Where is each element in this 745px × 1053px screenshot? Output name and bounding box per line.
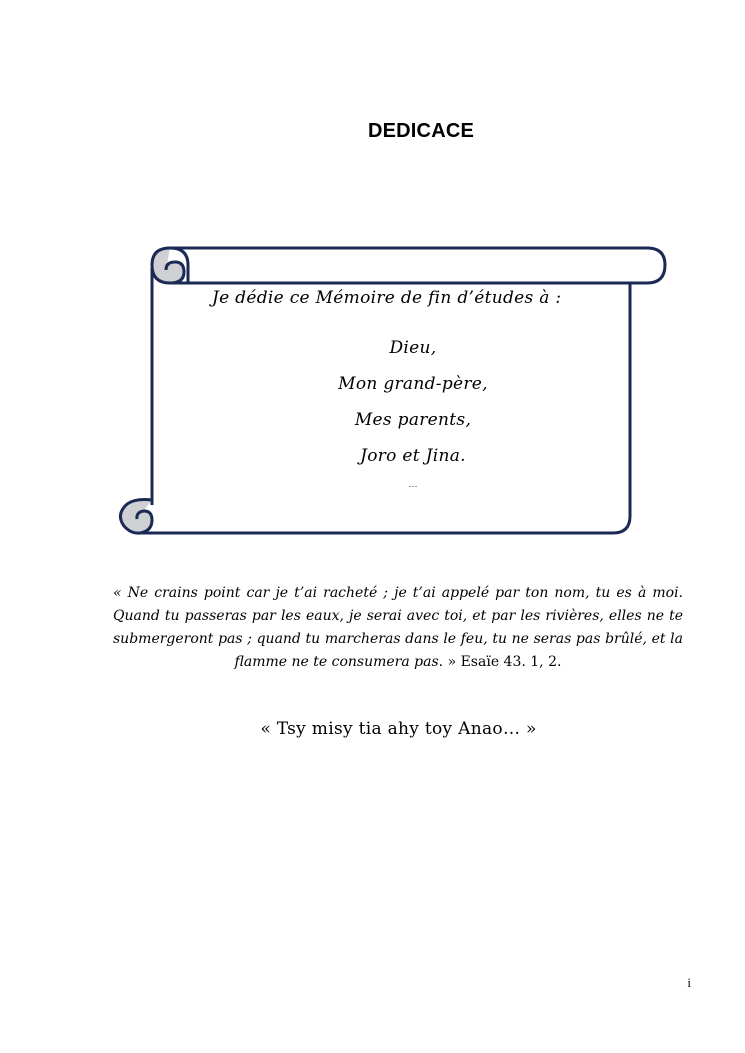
dedicatee-item: Joro et Jina. (360, 446, 466, 466)
verse-reference: . » Esaïe 43. 1, 2. (438, 654, 562, 670)
ellipsis-mark: … (408, 480, 418, 490)
bible-verse (113, 582, 683, 674)
scroll-top-curl (152, 248, 184, 283)
dedicatee-item: Mon grand-père, (338, 374, 488, 394)
page-number: i (687, 975, 691, 990)
dedication-intro: Je dédie ce Mémoire de fin d’études à : (212, 288, 562, 308)
dedicatee-list (300, 334, 526, 478)
scroll-bottom-curl (120, 500, 152, 534)
motto: « Tsy misy tia ahy toy Anao… » (260, 719, 537, 739)
dedicatee-item: Mes parents, (354, 410, 472, 430)
scroll-top-roll (170, 248, 665, 283)
dedicatee-item: Dieu, (389, 338, 437, 358)
verse-text: « Ne crains point car je t’ai racheté ; je t’ai appelé par ton nom, tu es à moi. Quand tu passeras par les eaux, je serai avec toi, et par les rivières, elles ne te submergeront pas ; quand tu marcheras dans le feu, tu ne seras pas brûlé, et la flamme ne te consumera pas (113, 585, 683, 670)
page-title: DEDICACE (367, 120, 475, 142)
